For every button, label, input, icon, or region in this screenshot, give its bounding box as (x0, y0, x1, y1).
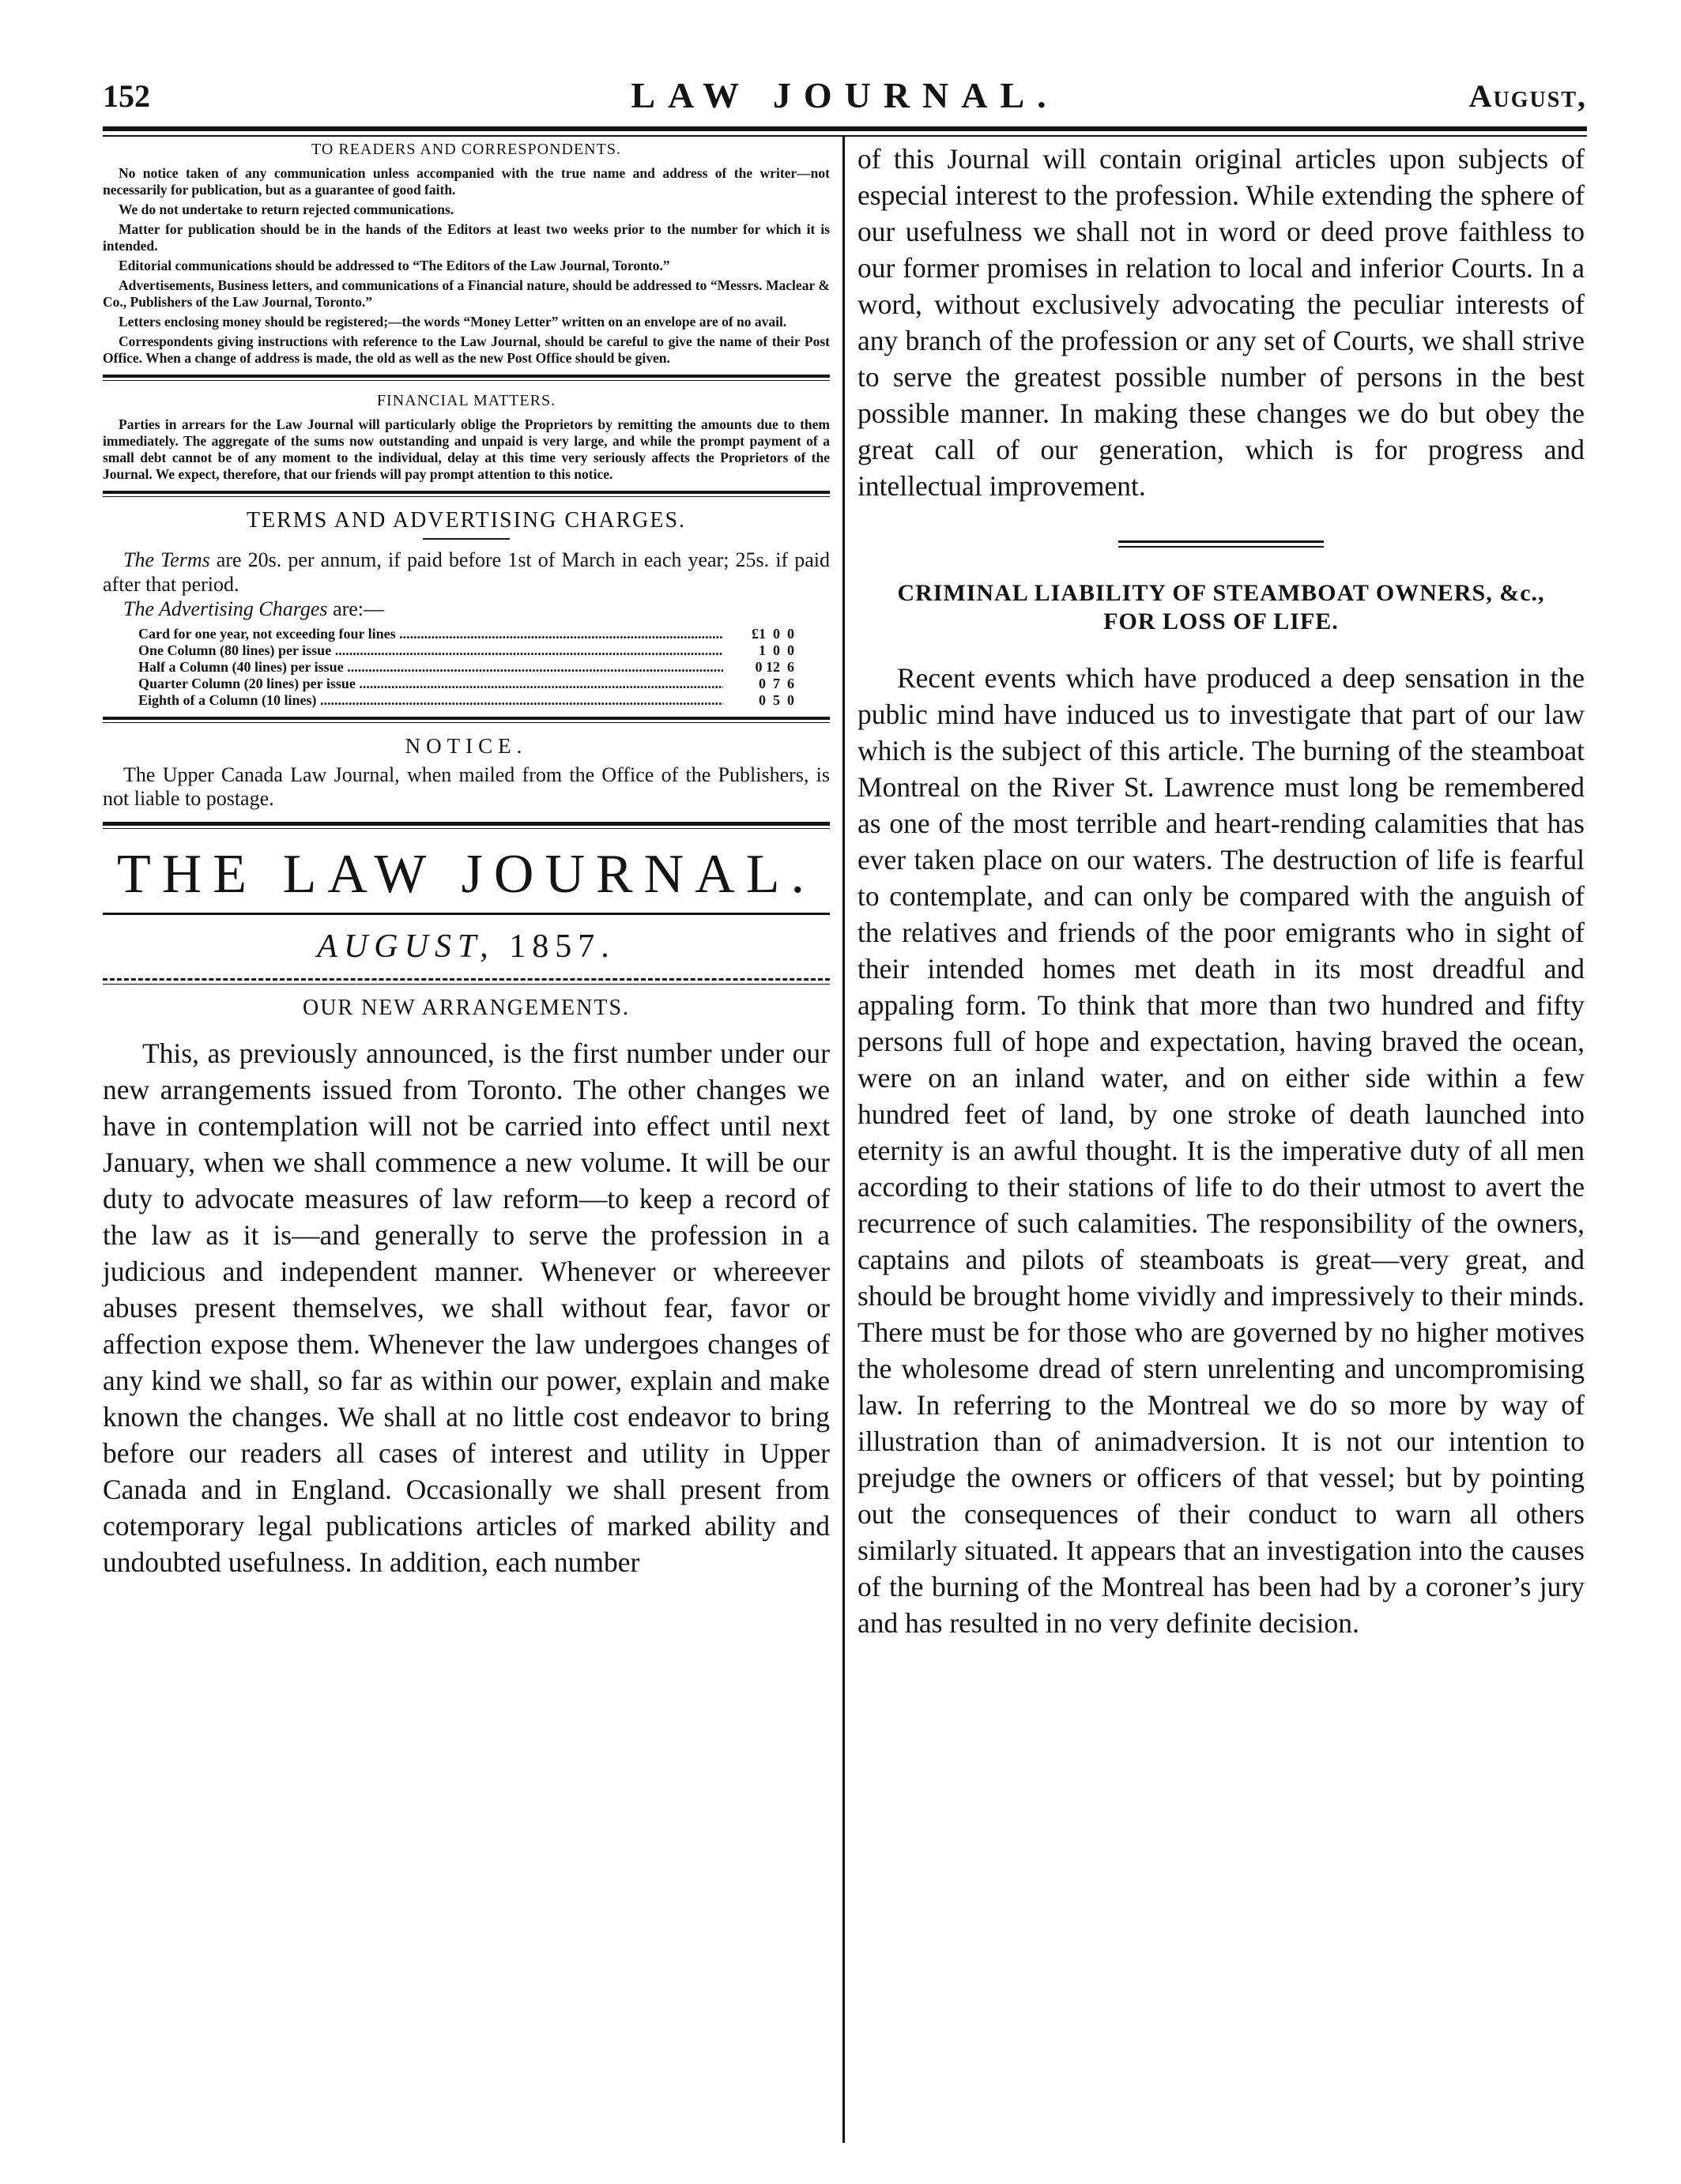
short-rule (423, 538, 510, 540)
section-rule-thin (103, 380, 830, 381)
notice-heading: NOTICE. (405, 734, 528, 758)
article-text: Recent events which have produced a deep sensation in the public mind have induced us to investigate that part of our law which is the subject of this article. The burning of the steamboat Montreal on the River St. Lawrence must long be remembered as one of the most terrible and heart-rending calamities that has ever taken place on our waters. The destruction of life is fearful to contemplate, and can only be compared with the anguish of the relatives and friends of the poor emigrants who in sight of their intended homes met death in its most dreadful and appaling form. To think that more than two hundred and fifty persons full of hope and expectation, having braved the ocean, were on an inland water, and on either side within a few hundred feet of land, by one stroke of death launched into eternity is an awful thought. It is the imperative duty of all men according to their stations of life to do their utmost to avert the recurrence of such calamities. The responsibility of the owners, captains and pilots of steamboats is great—very great, and should be brought home vividly and impressively to their minds. There must be for those who are governed by no higher motives the wholesome dread of stern unrelenting and uncompromising law. In referring to the Montreal we do so more by way of illustration than of animadversion. It is not our intention to prejudge the owners or officers of that vessel; but by pointing out the consequences of their conduct to warn all others similarly situated. It appears that an investigation into the causes of the burning of the Montreal has been had by a coroner’s jury and has resulted in no very definite decision. (857, 662, 1585, 1639)
readers-section (103, 141, 830, 367)
readers-heading: TO READERS AND CORRESPONDENTS. (311, 141, 621, 158)
charge-row (138, 626, 794, 642)
readers-para: Letters enclosing money should be registered;—the words “Money Letter” written on an envelope are of no avail. (119, 314, 787, 329)
article-heading (857, 579, 1585, 636)
charge-row (138, 692, 794, 709)
charge-label: Half a Column (40 lines) per issue ..... (138, 659, 723, 676)
financial-para: Parties in arrears for the Law Journal will particularly oblige the Proprietors by remitting the amounts due to them immediately. The aggregate of the sums now outstanding and unpaid is very large, and while the prompt payment of a small debt cannot be of any moment to the individual, delay at this time very seriously affects the Proprietors of the Journal. We expect, therefore, that our friends will pay prompt attention to this notice. (103, 416, 830, 482)
section-rule (103, 491, 830, 494)
charges-label: The Advertising Charges (123, 597, 328, 620)
date-year: 1857. (509, 928, 616, 965)
terms-label: The Terms (123, 548, 210, 571)
header-rule-thin (103, 135, 1587, 137)
page-header (103, 73, 1587, 120)
charge-label: One Column (80 lines) per issue ..... (138, 642, 723, 659)
terms-text (103, 548, 830, 597)
section-rule (103, 822, 830, 826)
terms-section (103, 508, 830, 709)
readers-para: Matter for publication should be in the hands of the Editors at least two weeks prior to the number for which it is intended. (103, 221, 830, 254)
charge-amount: 0 5 0 (759, 692, 794, 708)
charges-suffix: are:— (327, 597, 385, 620)
article-heading-line1: CRIMINAL LIABILITY OF STEAMBOAT OWNERS, &c., (897, 580, 1545, 606)
charge-label: Eighth of a Column (10 lines) ..... (138, 692, 723, 709)
arrangements-heading: OUR NEW ARRANGEMENTS. (302, 996, 631, 1020)
header-rule (103, 126, 1587, 131)
arrangements-text-left: This, as previously announced, is the first number under our new arrangements issued from Toronto. The other changes we have in contemplation will not be carried into effect until next January, when we shall commence a new volume. It will be our duty to advocate measures of law reform—to keep a record of the law as it is—and generally to serve the profession in a judicious and independent manner. Whenever or whereever abuses present themselves, we shall without fear, favor or affection expose them. Whenever the law undergoes changes of any kind we shall, so far as within our power, explain and make known the changes. We shall at no little cost endeavor to bring before our readers all cases of interest and utility in Upper Canada and in England. Occasionally we shall present from cotemporary legal publications articles of marked ability and undoubted usefulness. In addition, each number (103, 1037, 830, 1578)
readers-para: Correspondents giving instructions with reference to the Law Journal, should be careful to give the name of their Post Office. When a change of address is made, the old as well as the new Post Office should be given. (103, 333, 830, 366)
readers-para: Editorial communications should be addressed to “The Editors of the Law Journal, Toronto.” (119, 258, 670, 273)
charge-amount: £1 0 0 (752, 626, 794, 642)
terms-body: are 20s. per annum, if paid before 1st of March in each year; 25s. if paid after that period. (103, 548, 830, 596)
masthead-date (103, 928, 830, 966)
readers-para: No notice taken of any communication unless accompanied with the true name and address of the writer—not necessarily for publication, but as a guarantee of good faith. (103, 165, 830, 198)
section-rule-thin (103, 722, 830, 723)
running-title: LAW JOURNAL. (631, 75, 1059, 115)
section-rule-thin (103, 828, 830, 829)
notice-text: The Upper Canada Law Journal, when mailed from the Office of the Publishers, is not liable to postage. (103, 763, 830, 810)
charge-label: Quarter Column (20 lines) per issue ..... (138, 676, 723, 692)
masthead-rule (103, 913, 830, 915)
dotted-rule (103, 978, 830, 981)
masthead-title: THE LAW JOURNAL. (117, 844, 816, 905)
readers-para: Advertisements, Business letters, and communications of a Financial nature, should be addressed to “Messrs. Maclear & Co., Publishers of the Law Journal, Toronto.” (103, 277, 830, 310)
column-divider (842, 136, 845, 2143)
charge-row (138, 676, 794, 692)
running-month: August, (1468, 78, 1587, 114)
charge-label: Card for one year, not exceeding four lines ..... (138, 626, 723, 642)
readers-para: We do not undertake to return rejected communications. (119, 201, 454, 217)
right-column (857, 141, 1585, 1641)
date-month: AUGUST, (317, 928, 495, 965)
charge-amount: 1 0 0 (759, 642, 794, 658)
charge-amount: 0 12 6 (755, 659, 794, 675)
arrangements-text-right: of this Journal will contain original articles upon subjects of especial interest to the profession. While extending the sphere of our usefulness we shall not in word or deed prove faithless to our former promises in relation to local and inferior Courts. In a word, without exclusively advocating the peculiar interests of any branch of the profession or any set of Courts, we shall strive to serve the greatest possible number of persons in the best possible manner. In making these changes we do but obey the great call of our generation, which is for progress and intellectual improvement. (857, 143, 1585, 502)
financial-section (103, 392, 830, 483)
article-rule-thin (1118, 546, 1324, 548)
article-heading-line2: FOR LOSS OF LIFE. (1103, 608, 1339, 634)
section-rule (103, 375, 830, 378)
section-rule-thin (103, 496, 830, 497)
left-column (103, 141, 830, 1580)
financial-heading: FINANCIAL MATTERS. (376, 392, 556, 409)
terms-heading: TERMS AND ADVERTISING CHARGES. (246, 508, 687, 533)
article-rule (1118, 540, 1324, 543)
page-number: 152 (103, 78, 150, 114)
section-rule-thin (103, 984, 830, 985)
charge-row (138, 659, 794, 676)
notice-section (103, 734, 830, 811)
charge-row (138, 642, 794, 659)
charges-table (138, 626, 794, 709)
section-rule (103, 717, 830, 720)
charges-intro (103, 597, 830, 621)
charge-amount: 0 7 6 (759, 676, 794, 691)
